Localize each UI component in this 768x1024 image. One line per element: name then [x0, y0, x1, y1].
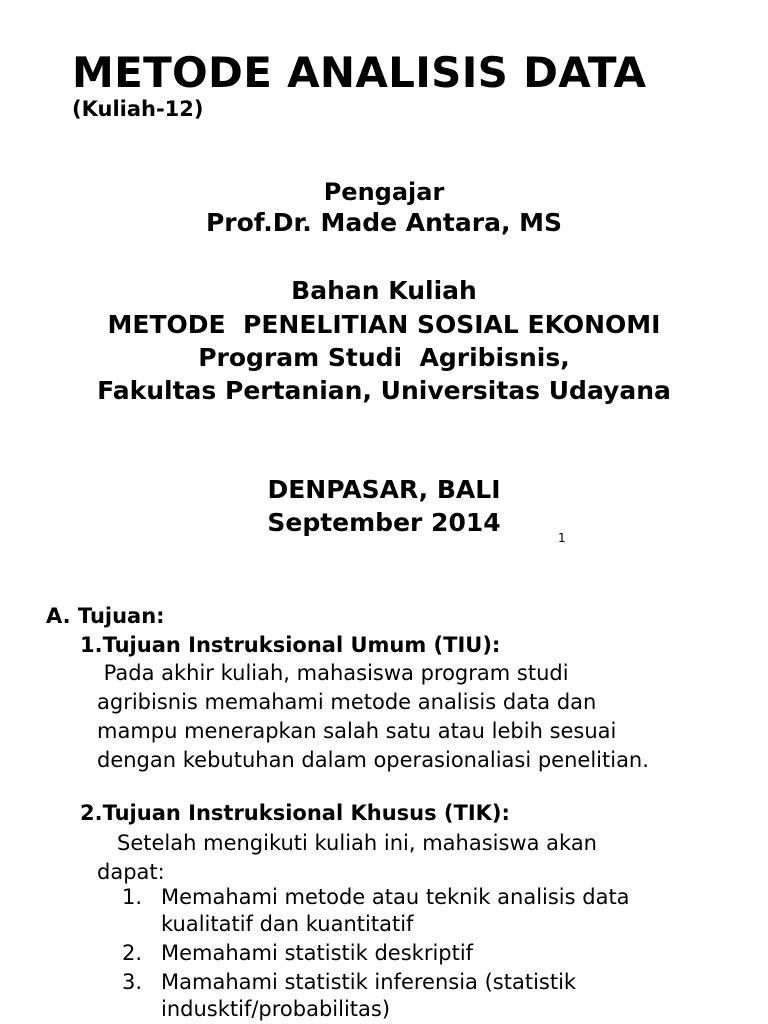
location: DENPASAR, BALI: [267, 475, 501, 504]
lecturer-label: Pengajar: [323, 178, 445, 206]
tiu-paragraph: Pada akhir kuliah, mahasiswa program studi agribisnis memahami metode analisis data dan mampu menerapkan salah satu atau lebih sesuai dengan kebutuhan dalam operasionaliasi penelitian.: [97, 661, 649, 772]
page-number: 1: [558, 531, 566, 545]
faculty-university: Fakultas Pertanian, Universitas Udayana: [97, 376, 671, 405]
list-item-number: 3.: [122, 970, 143, 994]
list-item-text: Memahami statistik deskriptif: [161, 941, 474, 965]
lecturer-name: Prof.Dr. Made Antara, MS: [205, 208, 563, 237]
course-name: METODE PENELITIAN SOSIAL EKONOMI: [107, 310, 661, 339]
tik-paragraph: Setelah mengikuti kuliah ini, mahasiswa akan dapat:: [97, 831, 597, 884]
tiu-heading: 1.Tujuan Instruksional Umum (TIU):: [80, 633, 501, 657]
slide-subtitle: (Kuliah-12): [72, 97, 204, 121]
section-heading: A. Tujuan:: [46, 604, 165, 628]
tik-heading: 2.Tujuan Instruksional Khusus (TIK):: [80, 801, 510, 825]
list-item-number: 1.: [122, 885, 143, 909]
study-program: Program Studi Agribisnis,: [198, 343, 570, 372]
list-item-text: Mamahami statistik inferensia (statistik indusktif/probabilitas): [161, 970, 577, 1021]
list-item-number: 2.: [122, 941, 143, 965]
slide-title: METODE ANALISIS DATA: [72, 48, 647, 97]
date: September 2014: [267, 508, 501, 537]
course-material-label: Bahan Kuliah: [291, 276, 477, 305]
list-item-text: Memahami metode atau teknik analisis data kualitatif dan kuantitatif: [161, 885, 630, 936]
